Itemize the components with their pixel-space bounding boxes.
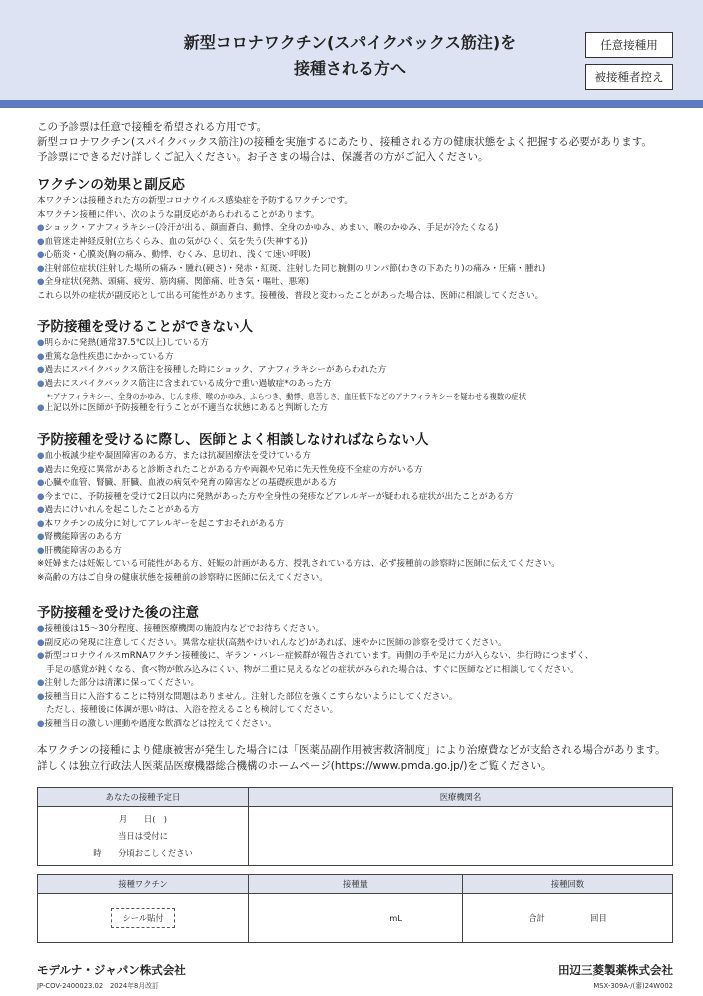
- bullet-icon: ●: [37, 351, 45, 362]
- note: ※高齢の方はご自身の健康状態を接種前の診察時に医師に伝えてください。: [37, 572, 328, 583]
- header-dose: 接種量: [249, 875, 463, 894]
- sticker-placeholder: シール貼付: [111, 908, 174, 928]
- dose-unit: mL: [389, 913, 402, 923]
- footnote: *:アナフィラキシー、全身のかゆみ、じんま疹、喉のかゆみ、ふらつき、動悸、息苦しさ、血圧低下などのアナフィラキシーを疑わせる複数の症状: [47, 392, 527, 401]
- bullet-icon: ●: [37, 338, 45, 348]
- list-item: ●過去に免疫に異常があると診断されたことがある方や両親や兄弟に先天性免疫不全症の方がいる方: [37, 464, 423, 475]
- bullet-icon: ●: [37, 518, 45, 529]
- bullet-icon: ●: [37, 718, 45, 729]
- bullet-icon: ●: [37, 478, 45, 488]
- list-item: ●接種当日の激しい運動や過度な飲酒などは控えてください。: [37, 718, 277, 729]
- list-item: ●全身症状(発熱、頭痛、疲労、筋肉痛、関節痛、吐き気・嘔吐、悪寒): [37, 277, 310, 287]
- list-item-continuation: 手足の感覚が鈍くなる、食べ物が飲み込みにくい、物が二重に見えるなどの症状がみられた場合は、すぐに医師などに相談してください。: [46, 664, 579, 675]
- section-heading: ワクチンの効果と副反応: [37, 177, 185, 193]
- vaccine-sticker-cell[interactable]: [38, 894, 249, 943]
- section-heading: 予防接種を受けるに際し、医師とよく相談しなければならない人: [37, 432, 429, 448]
- title-line-1: 新型コロナワクチン(スパイクバックス筋注)を: [183, 33, 517, 52]
- header-accent-bar: [0, 100, 703, 108]
- intro-text: [37, 120, 677, 165]
- list-item: ●注射した部分は清潔に保ってください。: [37, 678, 200, 688]
- list-item-continuation: ただし、接種後に体調が悪い時は、入浴を控えることも検討してください。: [46, 705, 339, 715]
- list-item: ●今までに、予防接種を受けて2日以内に発熱があった方や全身性の発疹などアレルギーが疑われる症状が出たことがある方: [37, 491, 514, 502]
- relief-line: 詳しくは独立行政法人医薬品医療機器総合機構のホームページ(https://www.pmda.go.jp/)をご覧ください。: [37, 760, 552, 772]
- intro-line: 新型コロナワクチン(スパイクバックス筋注)の接種を実施するにあたり、接種される方の健康状態をよく把握する必要があります。: [37, 136, 652, 148]
- intro-line: 予診票にできるだけ詳しくご記入ください。お子さまの場合は、保護者の方がご記入ください。: [37, 151, 489, 163]
- header-dose-number: 接種回数: [463, 875, 673, 894]
- section-effects: [37, 175, 687, 303]
- schedule-table: [37, 787, 673, 866]
- times-label: 回目: [590, 913, 607, 923]
- bullet-icon: ●: [37, 365, 45, 375]
- date-field: 月 日( ): [119, 813, 167, 824]
- dose-field[interactable]: [249, 894, 463, 943]
- list-item: ●過去にスパイクバックス筋注に含まれている成分で重い過敏症*のあった方: [37, 378, 332, 389]
- bullet-icon: ●: [37, 637, 45, 648]
- list-item: ●重篤な急性疾患にかかっている方: [37, 351, 174, 362]
- list-item: ●血管迷走神経反射(立ちくらみ、血の気がひく、気を失う(失神する)): [37, 236, 308, 247]
- company-moderna: モデルナ・ジャパン株式会社: [37, 963, 186, 977]
- list-item: ●明らかに発熱(通常37.5℃以上)している方: [37, 338, 209, 348]
- tag-voluntary: 任意接種用: [585, 32, 673, 58]
- section-cannot-receive: [37, 317, 687, 416]
- page-title: [130, 30, 570, 82]
- list-item: ●新型コロナウイルスmRNAワクチン接種後に、ギラン・バレー症候群が報告されています。両側の手や足に力が入らない、歩行時につまずく、: [37, 651, 594, 661]
- dose-number-field[interactable]: [463, 894, 673, 943]
- list-item: ●腎機能障害のある方: [37, 532, 122, 542]
- bullet-icon: ●: [37, 403, 45, 413]
- bullet-icon: ●: [37, 691, 45, 702]
- paragraph: 本ワクチンは接種された方の新型コロナウイルス感染症を予防するワクチンです。: [37, 196, 353, 206]
- bullet-icon: ●: [37, 464, 45, 475]
- bullet-icon: ●: [37, 378, 45, 389]
- bullet-icon: ●: [37, 545, 45, 556]
- list-item: ●ショック・アナフィラキシー(冷汗が出る、顔面蒼白、動悸、全身のかゆみ、めまい、喉のかゆみ、手足が冷たくなる): [37, 223, 499, 233]
- bullet-icon: ●: [37, 624, 45, 634]
- section-consult-doctor: [37, 430, 687, 585]
- bullet-icon: ●: [37, 277, 45, 287]
- bullet-icon: ●: [37, 236, 45, 247]
- list-item: ●心筋炎・心膜炎(胸の痛み、動悸、むくみ、息切れ、浅くて速い呼吸): [37, 250, 311, 260]
- relief-system-notice: [37, 742, 666, 774]
- paragraph: 本ワクチン接種に伴い、次のような副反応があらわれることがあります。: [37, 209, 320, 220]
- clinic-name-field[interactable]: [249, 807, 673, 866]
- bullet-icon: ●: [37, 491, 45, 502]
- list-item: ●肝機能障害のある方: [37, 545, 122, 556]
- list-item: ●接種後は15～30分程度、接種医療機関の施設内などでお待ちください。: [37, 624, 325, 634]
- list-item: ●接種当日に入浴することに特別な問題はありません。注射した部位を強くこすらないようにしてください。: [37, 691, 458, 702]
- document-code-left: JP-COV-2400023.02 2024年8月改訂: [37, 982, 159, 990]
- total-label: 合計: [528, 913, 545, 923]
- section-heading: 予防接種を受けることができない人: [37, 319, 253, 335]
- list-item: ●過去にスパイクバックス筋注を接種した時にショック、アナフィラキシーがあらわれた方: [37, 365, 387, 375]
- bullet-icon: ●: [37, 678, 45, 688]
- list-item: ●本ワクチンの成分に対してアレルギーを起こすおそれがある方: [37, 518, 285, 529]
- list-item: ●上記以外に医師が予防接種を行うことが不適当な状態にあると判断した方: [37, 403, 329, 413]
- intro-line: この予診票は任意で接種を希望される方用です。: [37, 121, 268, 133]
- paragraph: これら以外の症状が副反応として出る可能性があります。接種後、普段と変わったことがあった場合は、医師に相談してください。: [37, 290, 544, 301]
- list-item: ●過去にけいれんを起こしたことがある方: [37, 505, 200, 515]
- vaccine-table: [37, 874, 673, 943]
- company-tanabe: 田辺三菱製薬株式会社: [558, 963, 673, 977]
- section-heading: 予防接種を受けた後の注意: [37, 605, 199, 621]
- header-vaccine: 接種ワクチン: [38, 875, 249, 894]
- bullet-icon: ●: [37, 505, 45, 515]
- reception-text: 当日は受付に: [118, 830, 168, 841]
- bullet-icon: ●: [37, 223, 45, 233]
- bullet-icon: ●: [37, 263, 45, 274]
- bullet-icon: ●: [37, 532, 45, 542]
- list-item: ●注射部位症状(注射した場所の痛み・腫れ(硬さ)・発赤・紅斑、注射した同じ腕側のリンパ節(わきの下あたり)の痛み・圧痛・腫れ): [37, 263, 546, 274]
- section-after-vaccination: [37, 603, 687, 731]
- list-item: ●血小板減少症や凝固障害のある方、または抗凝固療法を受けている方: [37, 451, 311, 461]
- list-item: ●心臓や血管、腎臓、肝臓、血液の病気や発育の障害などの基礎疾患がある方: [37, 478, 337, 488]
- bullet-icon: ●: [37, 250, 45, 260]
- note: ※妊婦または妊娠している可能性がある方、妊娠の計画がある方、授乳されている方は、必ず接種前の診察時に医師に伝えてください。: [37, 559, 560, 569]
- time-field: 時 分頃おこしください: [93, 847, 193, 858]
- scheduled-date-cell[interactable]: [38, 807, 249, 866]
- bullet-icon: ●: [37, 651, 45, 661]
- list-item: ●副反応の発現に注意してください。異常な症状(高熱やけいれんなど)があれば、速やかに医師の診察を受けてください。: [37, 637, 507, 648]
- document-code-right: MSX-309A-/(審)24W002: [593, 982, 673, 990]
- bullet-icon: ●: [37, 451, 45, 461]
- tag-recipient-copy: 被接種者控え: [585, 64, 673, 90]
- title-line-2: 接種される方へ: [293, 59, 406, 78]
- relief-line: 本ワクチンの接種により健康被害が発生した場合には「医薬品副作用被害救済制度」により治療費などが支給される場合があります。: [37, 744, 666, 756]
- header-scheduled-date: あなたの接種予定日: [38, 788, 249, 807]
- header-clinic-name: 医療機関名: [249, 788, 673, 807]
